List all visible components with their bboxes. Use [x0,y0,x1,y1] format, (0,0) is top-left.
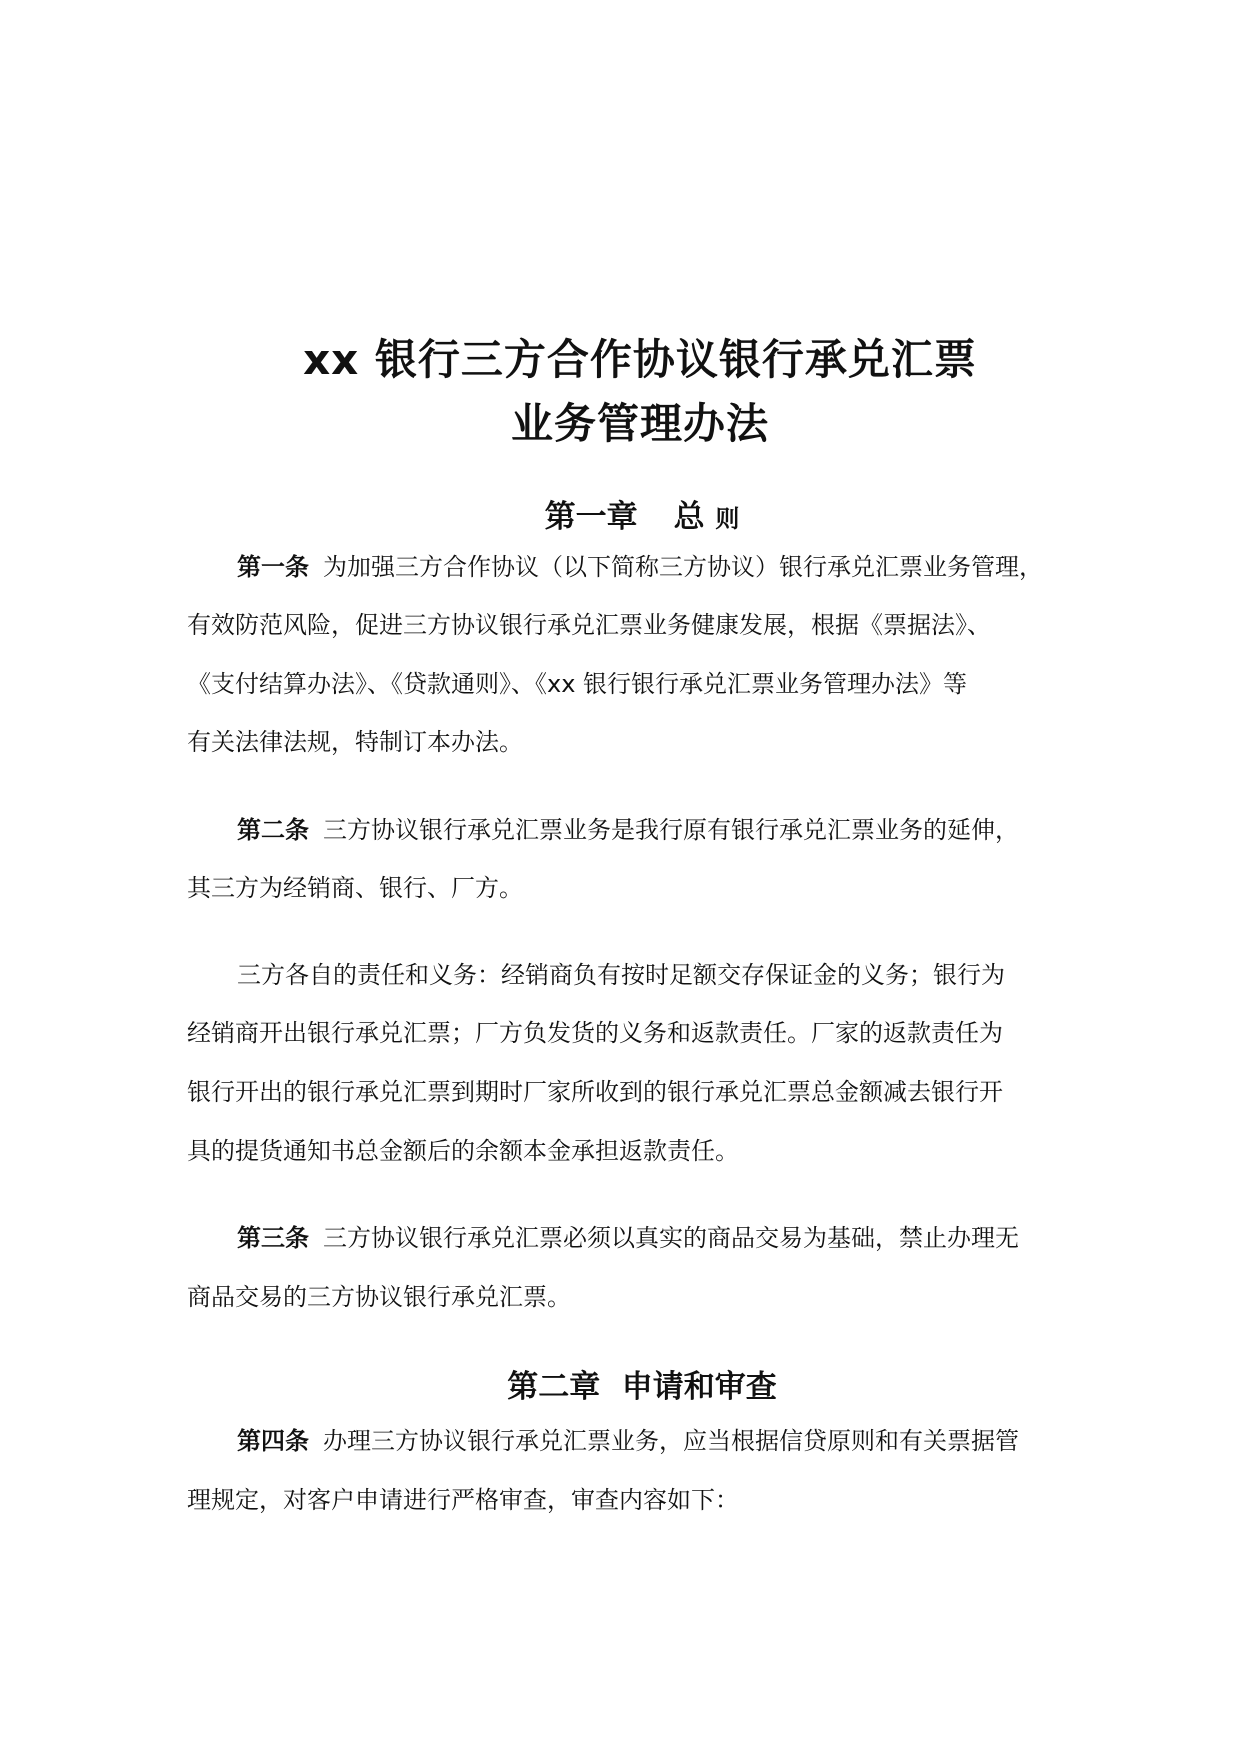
document-title-line-1: xx 银行三方合作协议银行承兑汇票 [303,335,977,384]
article-number: 第一条 [237,553,309,581]
paragraph-line [237,813,1077,847]
paragraph-line: 其三方为经销商、银行、厂方。 [187,874,523,902]
paragraph-line: 具的提货通知书总金额后的余额本金承担返款责任。 [187,1137,739,1165]
chapter-title-part-b: 则 [715,505,740,533]
paragraph-line: 经销商开出银行承兑汇票；厂方负发货的义务和返款责任。厂家的返款责任为 [187,1019,1003,1047]
article-number: 第四条 [237,1427,309,1455]
paragraph-line: 理规定，对客户申请进行严格审查，审查内容如下： [187,1486,739,1514]
article-number: 第三条 [237,1224,309,1252]
chapter-number: 第二章 [507,1369,601,1405]
paragraph-line: 《支付结算办法》、《贷款通则》、《xx 银行银行承兑汇票业务管理办法》等 [187,670,968,698]
chapter-title-part-a: 总 [673,499,705,535]
chapter-number: 第一章 [544,499,638,535]
paragraph-line [237,1221,1077,1255]
paragraph-line [237,550,1077,584]
paragraph-line: 银行开出的银行承兑汇票到期时厂家所收到的银行承兑汇票总金额减去银行开 [187,1078,1003,1106]
paragraph-line: 商品交易的三方协议银行承兑汇票。 [187,1283,571,1311]
paragraph-line: 有关法律法规，特制订本办法。 [187,728,523,756]
paragraph-line [237,1424,1077,1458]
line-text: 三方协议银行承兑汇票业务是我行原有银行承兑汇票业务的延伸， [323,816,1019,844]
paragraph-line: 三方各自的责任和义务：经销商负有按时足额交存保证金的义务；银行为 [237,961,1005,989]
line-text: 三方协议银行承兑汇票必须以真实的商品交易为基础，禁止办理无 [323,1224,1019,1252]
line-text: 办理三方协议银行承兑汇票业务，应当根据信贷原则和有关票据管 [323,1427,1019,1455]
chapter-title: 申请和审查 [621,1369,777,1405]
document-title-line-2: 业务管理办法 [510,399,769,448]
chapter-heading-1 [22,497,1240,539]
line-text: 为加强三方合作协议（以下简称三方协议）银行承兑汇票业务管理， [323,553,1043,581]
chapter-heading-2 [22,1367,1240,1407]
paragraph-line: 有效防范风险，促进三方协议银行承兑汇票业务健康发展，根据《票据法》、 [187,611,991,639]
article-number: 第二条 [237,816,309,844]
